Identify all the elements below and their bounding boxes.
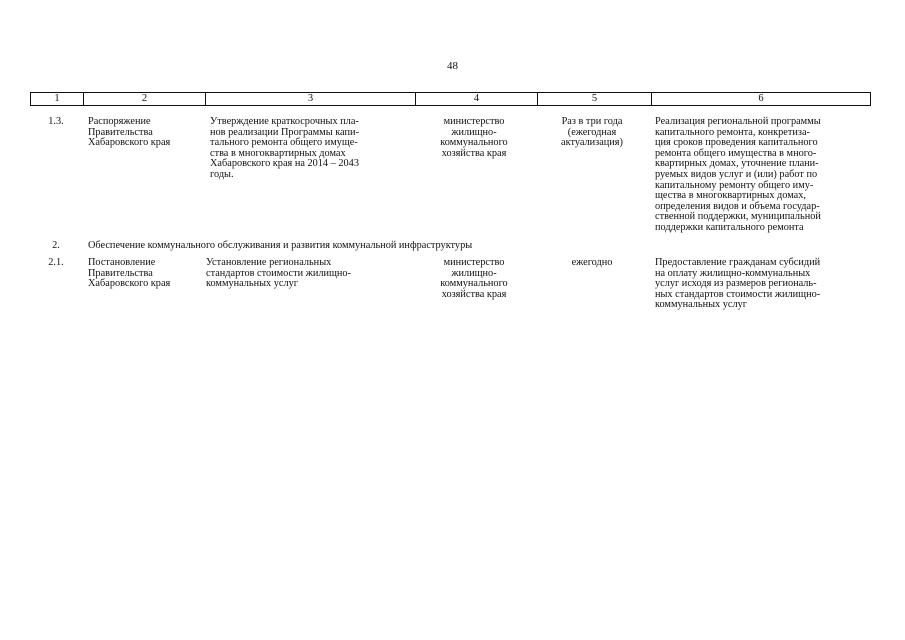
row-document: Постановление Правительства Хабаровского края xyxy=(88,257,171,290)
page-number: 48 xyxy=(447,60,458,72)
section-title: Обеспечение коммунального обслуживания и развития коммунальной инфраструктуры xyxy=(88,240,473,251)
table-header-row xyxy=(30,92,871,106)
row-number: 1.3. xyxy=(48,116,64,127)
header-col-5: 5 xyxy=(537,93,651,105)
header-col-1: 1 xyxy=(54,93,60,104)
section-number: 2. xyxy=(52,240,60,251)
header-col-6: 6 xyxy=(651,93,870,105)
row-measure: Утверждение краткосрочных пла- нов реализации Программы капи- тального ремонта общего имуще- ства в многоквартирных домах Хабаровского края на 2014 – 2043 годы. xyxy=(210,116,359,180)
row-document: Распоряжение Правительства Хабаровского края xyxy=(88,116,171,149)
row-measure: Установление региональных стандартов стоимости жилищно- коммунальных услуг xyxy=(206,257,352,290)
row-result: Реализация региональной программы капитального ремонта, конкретиза- ция сроков проведения капитального ремонта общего имущества в много- квартирных домах, уточнение плани- руемых видов услуг и (или) работ по капитальному ремонту общего иму- щества в многоквартирных домах, определения видов и объема государ- ственной поддержки, муниципальной поддержки капитального ремонта xyxy=(655,116,821,233)
row-number: 2.1. xyxy=(48,257,64,268)
row-executor: министерство жилищно- коммунального хозяйства края xyxy=(440,116,508,159)
row-term: Раз в три года (ежегодная актуализация) xyxy=(561,116,623,149)
row-term: ежегодно xyxy=(571,257,613,268)
row-executor: министерство жилищно- коммунального хозяйства края xyxy=(440,257,508,300)
row-result: Предоставление гражданам субсидий на оплату жилищно-коммунальных услуг исходя из размеров региональ- ных стандартов стоимости жилищно- коммунальных услуг xyxy=(655,257,821,311)
header-col-4: 4 xyxy=(415,93,537,105)
header-col-3: 3 xyxy=(205,93,415,105)
header-col-2: 2 xyxy=(83,93,205,105)
